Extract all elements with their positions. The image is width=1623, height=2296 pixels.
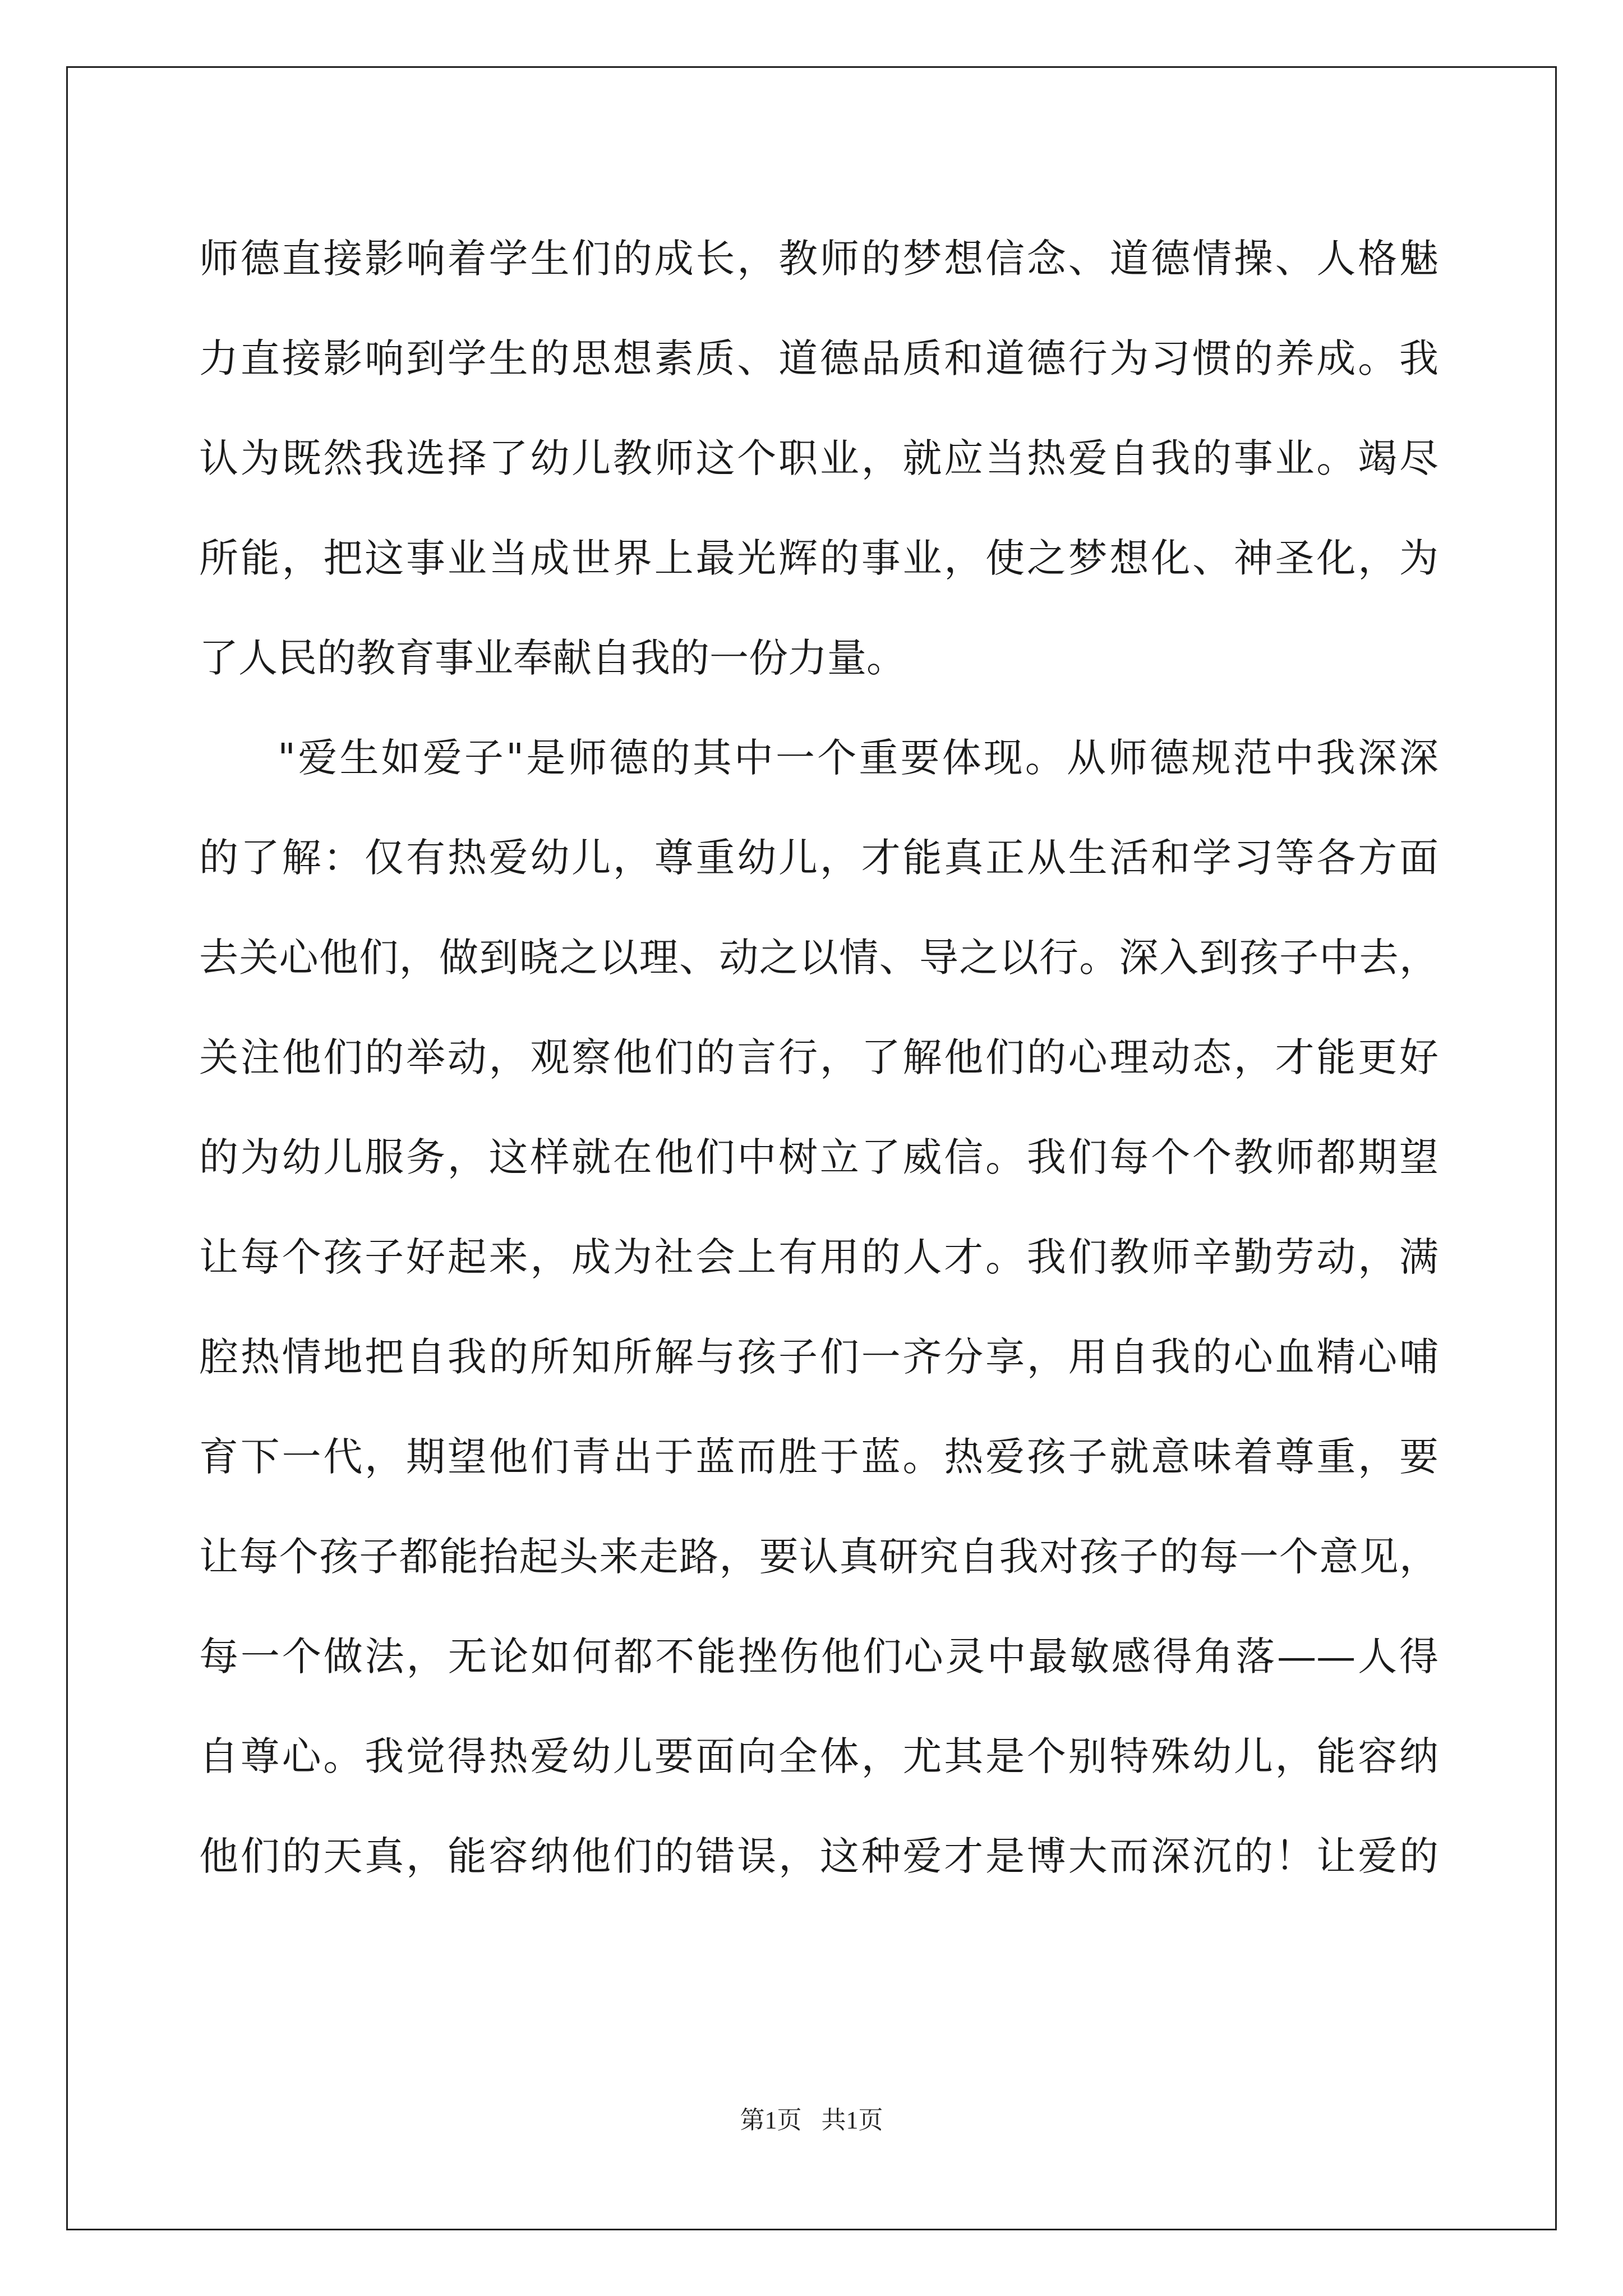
text-line: 关注他们的举动，观察他们的言行，了解他们的心理动态，才能更好 — [199, 1034, 1438, 1080]
text-line: 的为幼儿服务，这样就在他们中树立了威信。我们每个个教师都期望 — [199, 1134, 1438, 1180]
text-line: 腔热情地把自我的所知所解与孩子们一齐分享，用自我的心血精心哺 — [199, 1334, 1438, 1380]
text-line: 他们的天真，能容纳他们的错误，这种爱才是博大而深沉的！让爱的 — [199, 1833, 1438, 1879]
page-total: 共1页 — [821, 2106, 883, 2134]
text-line: 让每个孩子都能抬起头来走路，要认真研究自我对孩子的每一个意见， — [199, 1534, 1438, 1580]
document-body — [199, 209, 1438, 1906]
text-line: 育下一代，期望他们青出于蓝而胜于蓝。热爱孩子就意味着尊重，要 — [199, 1434, 1438, 1480]
paragraph-2 — [199, 708, 1438, 1906]
text-line: 让每个孩子好起来，成为社会上有用的人才。我们教师辛勤劳动，满 — [199, 1234, 1438, 1280]
text-line: 力直接影响到学生的思想素质、道德品质和道德行为习惯的养成。我 — [199, 335, 1438, 381]
page-footer — [0, 2104, 1623, 2137]
paragraph-1 — [199, 209, 1438, 708]
text-line: 所能，把这事业当成世界上最光辉的事业，使之梦想化、神圣化，为 — [199, 535, 1438, 581]
text-line: 了人民的教育事业奉献自我的一份力量。 — [199, 635, 906, 681]
text-line: 的了解：仅有热爱幼儿，尊重幼儿，才能真正从生活和学习等各方面 — [199, 835, 1438, 881]
text-line: 师德直接影响着学生们的成长，教师的梦想信念、道德情操、人格魅 — [199, 236, 1438, 282]
text-line: 自尊心。我觉得热爱幼儿要面向全体，尤其是个别特殊幼儿，能容纳 — [199, 1733, 1438, 1779]
text-line: 每一个做法，无论如何都不能挫伤他们心灵中最敏感得角落——人得 — [199, 1634, 1438, 1680]
text-line: 认为既然我选择了幼儿教师这个职业，就应当热爱自我的事业。竭尽 — [199, 435, 1438, 481]
text-line: 去关心他们，做到晓之以理、动之以情、导之以行。深入到孩子中去， — [199, 935, 1438, 981]
text-line: "爱生如爱子"是师德的其中一个重要体现。从师德规范中我深深 — [278, 735, 1438, 781]
page-number: 第1页 — [740, 2106, 802, 2134]
